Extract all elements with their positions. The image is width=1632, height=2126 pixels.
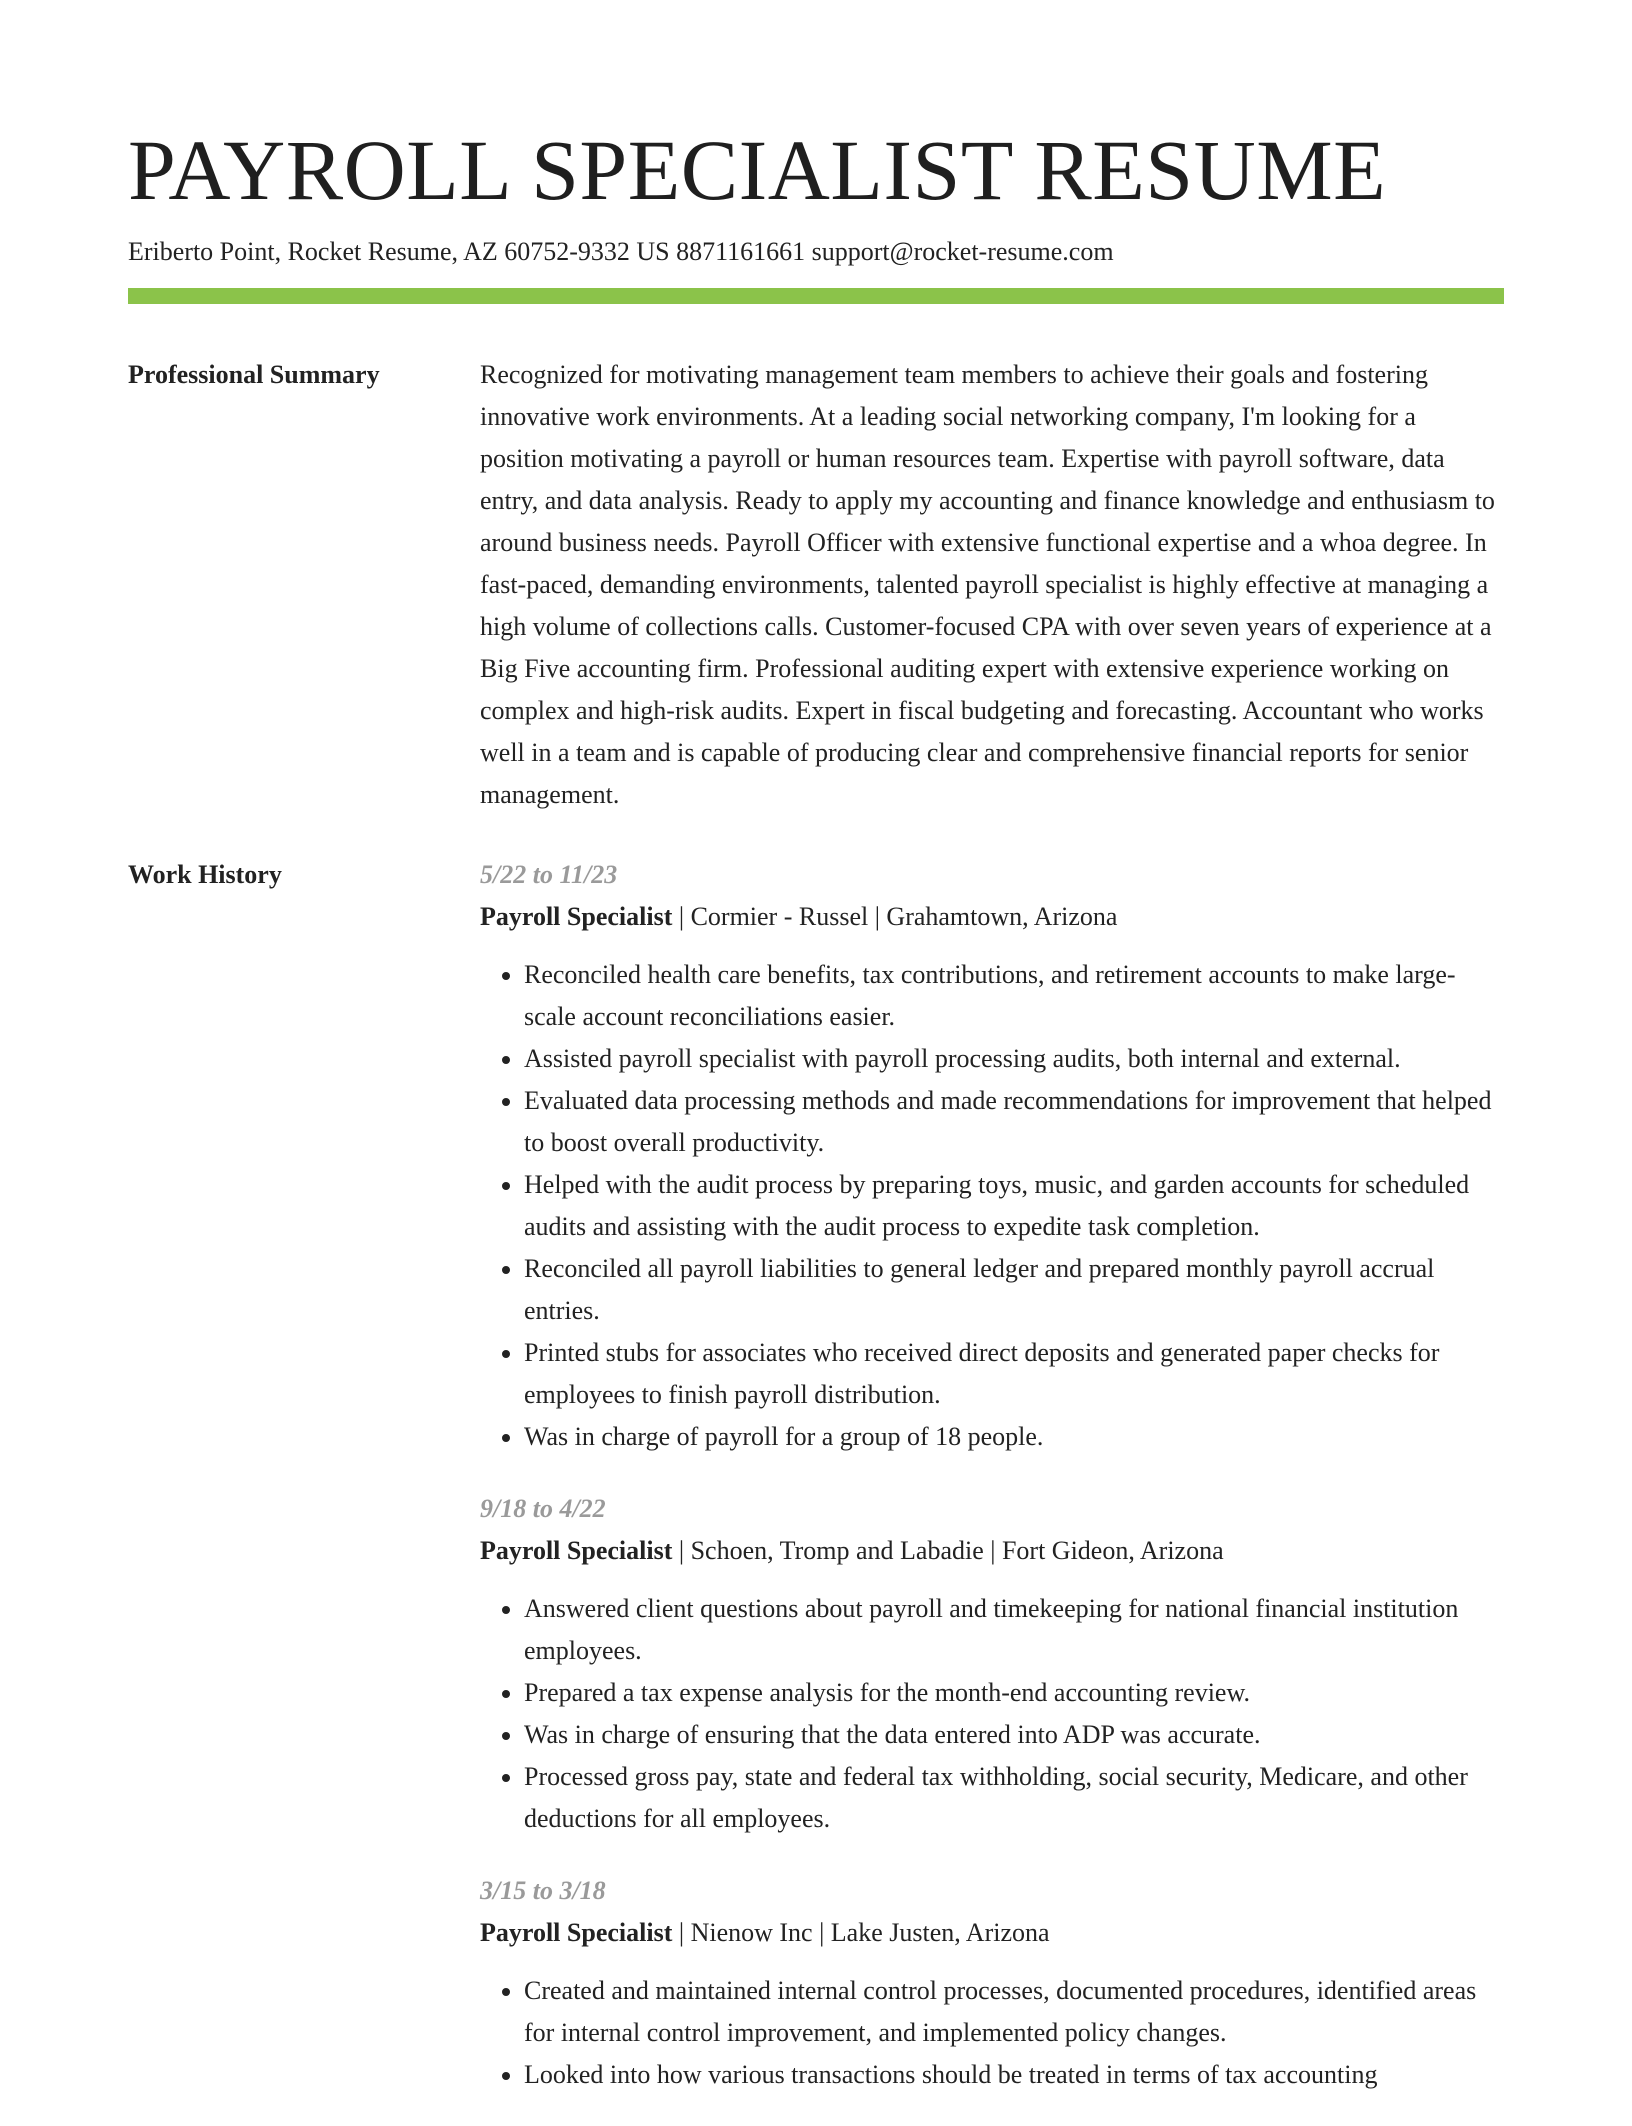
job-entry xyxy=(480,854,1504,1458)
job-entry xyxy=(480,1870,1504,2096)
job-details: | Cormier - Russel | Grahamtown, Arizona xyxy=(672,902,1118,931)
summary-body xyxy=(480,354,1504,816)
job-bullet: • Created and maintained internal control processes, documented procedures, identified areas for internal control improvement, and implemented policy changes. xyxy=(524,1970,1504,2054)
job-bullet: • Helped with the audit process by preparing toys, music, and garden accounts for scheduled audits and assisting with the audit process to expedite task completion. xyxy=(524,1164,1504,1248)
job-bullet: • Prepared a tax expense analysis for the month-end accounting review. xyxy=(524,1672,1504,1714)
accent-divider xyxy=(128,288,1504,304)
job-heading xyxy=(480,1912,1504,1954)
section-label-summary: Professional Summary xyxy=(128,360,380,389)
job-details: | Nienow Inc | Lake Justen, Arizona xyxy=(672,1918,1050,1947)
job-heading xyxy=(480,896,1504,938)
job-dates: 3/15 to 3/18 xyxy=(480,1876,606,1905)
work-history-section xyxy=(128,854,1504,2126)
work-history-body xyxy=(480,854,1504,2126)
job-bullet: • Answered client questions about payroll and timekeeping for national financial institution employees. xyxy=(524,1588,1504,1672)
summary-text: Recognized for motivating management team members to achieve their goals and fostering innovative work environments. At a leading social networking company, I'm looking for a position motivating a payroll or human resources team. Expertise with payroll software, data entry, and data analysis. Ready to apply my accounting and finance knowledge and enthusiasm to around business needs. Payroll Officer with extensive functional expertise and a whoa degree. In fast-paced, demanding environments, talented payroll specialist is highly effective at managing a high volume of collections calls. Customer-focused CPA with over seven years of experience at a Big Five accounting firm. Professional auditing expert with extensive experience working on complex and high-risk audits. Expert in fiscal budgeting and forecasting. Accountant who works well in a team and is capable of producing clear and comprehensive financial reports for senior management. xyxy=(480,360,1495,809)
job-bullets xyxy=(480,954,1504,1458)
summary-section xyxy=(128,354,1504,816)
job-role: Payroll Specialist xyxy=(480,1536,673,1565)
job-dates: 5/22 to 11/23 xyxy=(480,860,618,889)
job-bullet: • Was in charge of payroll for a group of 18 people. xyxy=(524,1416,1504,1458)
job-heading xyxy=(480,1530,1504,1572)
job-bullet: • Was in charge of ensuring that the data entered into ADP was accurate. xyxy=(524,1714,1504,1756)
section-label-work-history: Work History xyxy=(128,860,282,889)
job-bullet: • Assisted payroll specialist with payroll processing audits, both internal and external. xyxy=(524,1038,1504,1080)
job-bullet: • Looked into how various transactions should be treated in terms of tax accounting xyxy=(524,2054,1504,2096)
job-role: Payroll Specialist xyxy=(480,902,673,931)
contact-line: Eriberto Point, Rocket Resume, AZ 60752-9332 US 8871161661 support@rocket-resume.com xyxy=(128,237,1114,266)
resume-page xyxy=(128,118,1504,2126)
job-bullet: • Reconciled all payroll liabilities to general ledger and prepared monthly payroll accrual entries. xyxy=(524,1248,1504,1332)
job-bullets xyxy=(480,1970,1504,2096)
job-details: | Schoen, Tromp and Labadie | Fort Gideon, Arizona xyxy=(672,1536,1224,1565)
job-bullet: • Reconciled health care benefits, tax contributions, and retirement accounts to make large-scale account reconciliations easier. xyxy=(524,954,1504,1038)
job-bullets xyxy=(480,1588,1504,1840)
job-bullet: • Printed stubs for associates who received direct deposits and generated paper checks for employees to finish payroll distribution. xyxy=(524,1332,1504,1416)
job-role: Payroll Specialist xyxy=(480,1918,673,1947)
job-bullet: • Processed gross pay, state and federal tax withholding, social security, Medicare, and other deductions for all employees. xyxy=(524,1756,1504,1840)
job-bullet: • Evaluated data processing methods and made recommendations for improvement that helped to boost overall productivity. xyxy=(524,1080,1504,1164)
job-dates: 9/18 to 4/22 xyxy=(480,1494,606,1523)
resume-title: PAYROLL SPECIALIST RESUME xyxy=(128,122,1387,218)
job-entry xyxy=(480,1488,1504,1840)
